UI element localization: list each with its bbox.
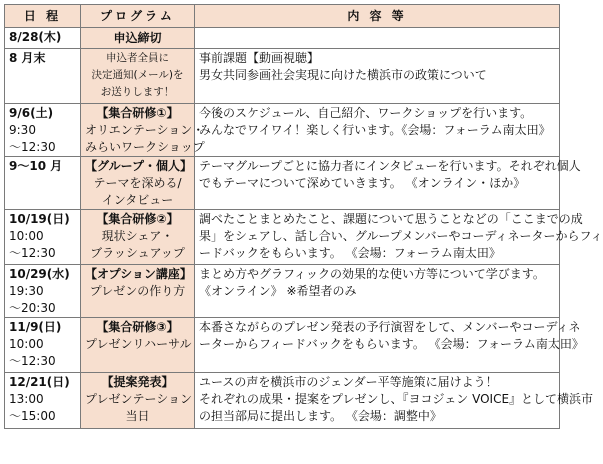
date-label: 12/21(日) [9, 375, 70, 389]
row-program [81, 104, 205, 157]
program-head: 申込締切 [113, 31, 162, 45]
time-end: ～20:30 [9, 301, 56, 315]
program-line: テーマを深める/ [93, 176, 182, 190]
header-content: 内 容 等 [195, 5, 560, 28]
header-program: プログラム [81, 5, 195, 28]
content-line: 果」をシェアし、話し合い、グループメンバーやコーディネーターからフィ [199, 229, 603, 243]
program-line: 決定通知(メール)を [91, 69, 184, 81]
table-row [5, 157, 560, 210]
table-row [5, 28, 560, 49]
program-head: 【集合研修②】 [96, 212, 179, 226]
program-line: インタビュー [101, 193, 174, 207]
row-date [5, 318, 81, 373]
date-label: 10/19(日) [9, 212, 70, 226]
row-program [81, 318, 195, 373]
content-line: 事前課題【動画視聴】 [199, 51, 320, 65]
schedule-table [4, 4, 603, 429]
row-date [5, 28, 81, 49]
row-date [5, 104, 81, 157]
content-line: ーターからフィードバックをもらいます。 《会場：フォーラム南太田》 [199, 337, 584, 351]
program-line: みらいワークショップ [85, 140, 205, 154]
program-line: 当日 [125, 409, 150, 423]
date-label: 8/28(木) [9, 30, 62, 44]
table-row [5, 318, 560, 373]
content-line: 男女共同参画社会実現に向けた横浜市の政策について [199, 68, 487, 82]
row-date [5, 157, 81, 210]
row-content [195, 28, 560, 49]
time-start: 10:00 [9, 337, 44, 351]
row-program [81, 373, 195, 429]
time-start: 10:00 [9, 229, 44, 243]
content-line: ードバックをもらいます。 《会場：フォーラム南太田》 [199, 246, 501, 260]
program-line: ブラッシュアップ [90, 246, 185, 260]
row-program [81, 49, 195, 104]
program-head: 【オプション講座】 [85, 267, 192, 281]
table-row [5, 373, 560, 429]
row-date [5, 373, 81, 429]
content-line: テーマグループごとに協力者にインタビューを行います。それぞれ個人 [199, 159, 581, 173]
time-end: ～12:30 [9, 246, 56, 260]
content-line: 本番さながらのプレゼン発表の予行演習をして、メンバーやコーディネ [199, 320, 581, 334]
date-label: 9～10 月 [9, 159, 63, 173]
time-start: 19:30 [9, 284, 44, 298]
row-date [5, 49, 81, 104]
row-content [195, 210, 603, 265]
row-content [195, 318, 584, 373]
program-line: プレゼンテーション [85, 392, 193, 406]
program-line: オリエンテーション・ [85, 123, 205, 137]
row-content [195, 157, 581, 210]
table-row [5, 104, 560, 157]
date-label: 8 月末 [9, 51, 46, 65]
time-end: ～12:30 [9, 354, 56, 368]
time-end: ～15:00 [9, 409, 56, 423]
row-content [195, 49, 560, 104]
row-program [81, 157, 195, 210]
date-label: 9/6(土) [9, 106, 54, 120]
table-row [5, 265, 560, 318]
row-program [81, 28, 195, 49]
program-head: 【提案発表】 [101, 375, 174, 389]
date-label: 11/9(日) [9, 320, 62, 334]
program-head: 【集合研修①】 [96, 106, 179, 120]
program-head: 【グループ・個人】 [85, 159, 193, 173]
content-line: 今後のスケジュール、自己紹介、ワークショップを行います。 [199, 106, 533, 120]
program-line: お送りします！ [100, 86, 175, 98]
program-head: 【集合研修③】 [96, 320, 179, 334]
row-date [5, 210, 81, 265]
content-line: みんなでワイワイ！楽しく行います。《会場：フォーラム南太田》 [199, 123, 551, 137]
program-line: 申込者全員に [106, 52, 169, 64]
program-line: プレゼンリハーサル [85, 337, 192, 351]
content-line: でもテーマについて深めていきます。 《オンライン・ほか》 [199, 176, 526, 190]
program-line: 現状シェア・ [101, 229, 174, 243]
table-header-row [5, 5, 560, 28]
table-row [5, 210, 560, 265]
time-start: 13:00 [9, 392, 44, 406]
content-line: の担当部局に提出します。 《会場：調整中》 [199, 409, 442, 423]
row-content [195, 373, 594, 429]
time-start: 9:30 [9, 123, 36, 137]
content-line: まとめ方やグラフィックの効果的な使い方等について学びます。 [199, 267, 545, 281]
content-line: 調べたことまとめたこと、課題について思うことなどの「ここまでの成 [199, 212, 583, 226]
content-line: ユースの声を横浜市のジェンダー平等施策に届けよう！ [199, 375, 498, 389]
content-line: それぞれの成果・提案をプレゼンし、『ヨコジェン VOICE』として横浜市 [199, 392, 594, 406]
row-program [81, 210, 195, 265]
time-end: ～12:30 [9, 140, 56, 154]
program-line: プレゼンの作り方 [89, 284, 186, 298]
content-line: 《オンライン》 ※希望者のみ [199, 284, 357, 298]
header-date: 日 程 [5, 5, 81, 28]
row-content [195, 104, 560, 157]
row-date [5, 265, 81, 318]
row-content [195, 265, 560, 318]
row-program [81, 265, 195, 318]
date-label: 10/29(水) [9, 267, 70, 281]
table-row [5, 49, 560, 104]
